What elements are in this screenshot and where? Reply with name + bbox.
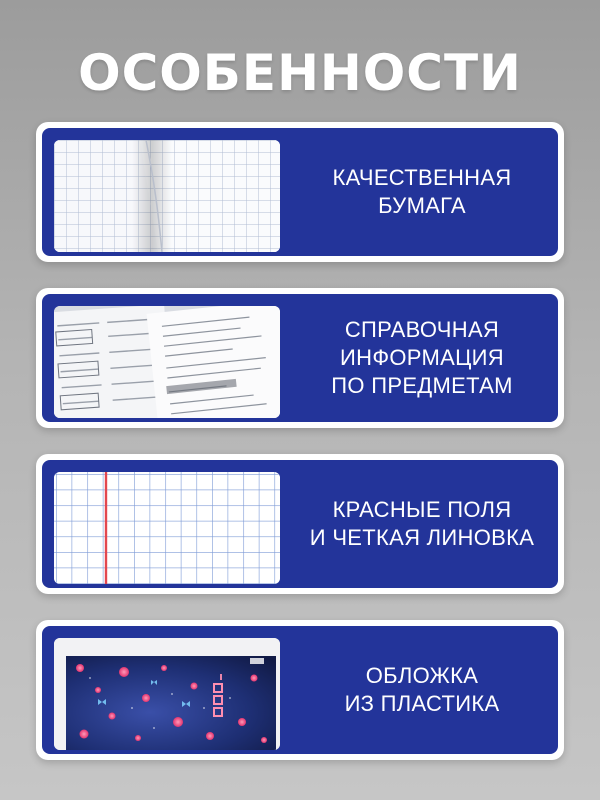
- feature-card-reference: [36, 288, 564, 428]
- feature-card-body: [42, 294, 558, 422]
- feature-label: [292, 626, 552, 754]
- feature-label-line: КРАСНЫЕ ПОЛЯ: [332, 497, 512, 522]
- feature-label: [292, 460, 552, 588]
- feature-label: [292, 128, 552, 256]
- feature-label-line: И ЧЕТКАЯ ЛИНОВКА: [309, 525, 535, 550]
- feature-card-margins: [36, 454, 564, 594]
- feature-card-body: [42, 460, 558, 588]
- feature-label-line: БУМАГА: [378, 193, 466, 218]
- feature-card-body: [42, 128, 558, 256]
- reference-pages-image: [54, 306, 280, 418]
- feature-label-line: ИНФОРМАЦИЯ: [340, 345, 504, 370]
- feature-label-line: ИЗ ПЛАСТИКА: [344, 691, 500, 716]
- feature-card-body: [42, 626, 558, 754]
- feature-label-line: СПРАВОЧНАЯ: [344, 317, 500, 342]
- feature-card-cover: [36, 620, 564, 760]
- feature-label-line: ОБЛОЖКА: [365, 663, 479, 688]
- feature-label-line: ПО ПРЕДМЕТАМ: [331, 373, 513, 398]
- page-title: ОСОБЕННОСТИ: [78, 44, 522, 102]
- feature-label: [292, 294, 552, 422]
- feature-card-paper: [36, 122, 564, 262]
- open-notebook-image: [54, 140, 280, 252]
- plastic-cover-image: [54, 638, 280, 750]
- grid-paper-image: [54, 472, 280, 584]
- feature-label-line: КАЧЕСТВЕННАЯ: [332, 165, 512, 190]
